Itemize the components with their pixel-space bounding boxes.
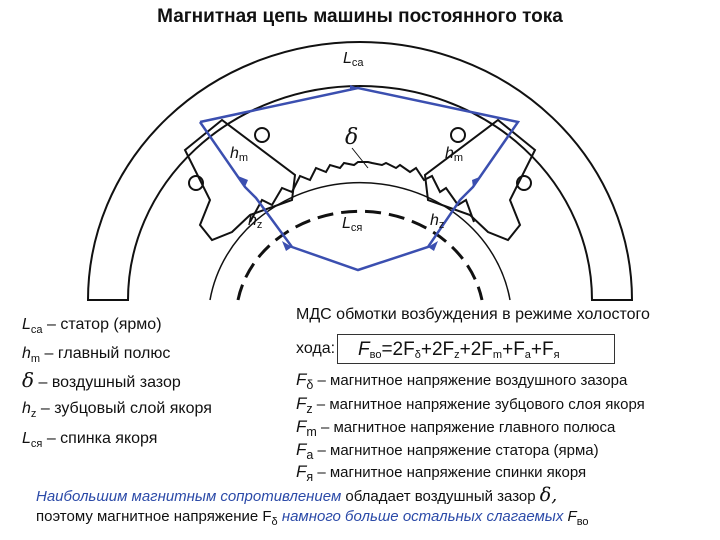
explanation-item: $F_z$ – магнитное напряжение зубцового слоя якоря bbox=[296, 394, 645, 416]
conclusion-line-1: Наибольшим магнитным сопротивлением обладает воздушный зазор δ, bbox=[36, 484, 558, 506]
label-hz-right: $h_z$ bbox=[430, 212, 445, 231]
legend-item: δ – воздушный зазор bbox=[22, 368, 181, 392]
mds-formula: $F_{во}=2F_\delta+2F_z+2F_m+F_a+F_я$ bbox=[337, 334, 615, 364]
flux-path bbox=[200, 88, 518, 270]
label-hz-left: $h_z$ bbox=[248, 212, 263, 231]
legend-item: $L_{cя}$ – спинка якоря bbox=[22, 430, 158, 451]
explanation-item: $F_m$ – магнитное напряжение главного полюса bbox=[296, 417, 616, 439]
explanation-item: $F_я$ – магнитное напряжение спинки якоря bbox=[296, 462, 587, 484]
label-hm-left: $h_m$ bbox=[230, 145, 249, 164]
label-lcya: $L_{cя}$ bbox=[342, 215, 363, 234]
mds-line-2: хода: bbox=[296, 340, 336, 357]
explanation-item: $F_a$ – магнитное напряжение статора (ярма) bbox=[296, 440, 599, 462]
label-delta: δ bbox=[345, 125, 359, 150]
page-title: Магнитная цепь машины постоянного тока bbox=[157, 6, 563, 27]
legend-item: $h_m$ – главный полюс bbox=[22, 345, 171, 366]
mds-line-1: МДС обмотки возбуждения в режиме холостого bbox=[296, 306, 650, 323]
legend-item: $L_{ca}$ – статор (ярмо) bbox=[22, 316, 162, 337]
explanation-item: $F_\delta$ – магнитное напряжение воздушного зазора bbox=[296, 370, 628, 392]
legend-item: $h_z$ – зубцовый слой якоря bbox=[22, 400, 212, 421]
stator-yoke bbox=[88, 42, 632, 300]
conclusion-line-2: поэтому магнитное напряжение $F_\delta$ намного больше остальных слагаемых $F_{во}$ bbox=[36, 508, 589, 528]
label-hm-right: $h_m$ bbox=[445, 145, 464, 164]
label-lca: $L_{ca}$ bbox=[343, 50, 364, 69]
